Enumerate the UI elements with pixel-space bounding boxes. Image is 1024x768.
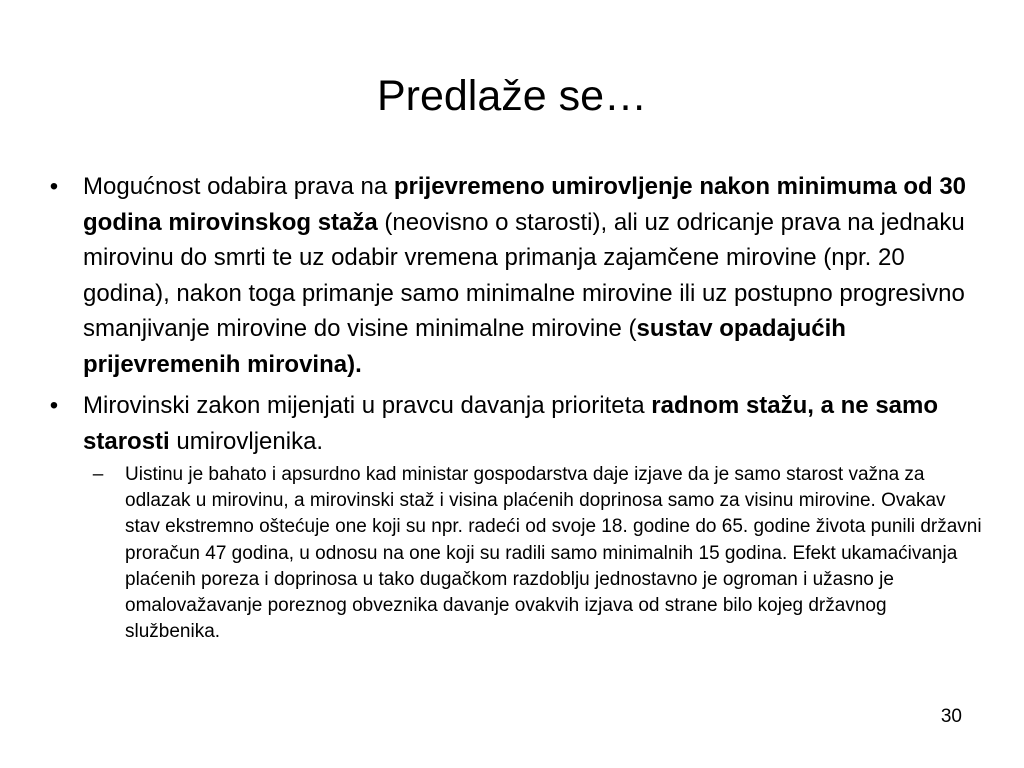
bullet-marker: • [49,173,59,200]
sub-bullet-item [83,462,985,645]
slide-title: Predlaže se… [376,72,648,120]
bullet-item-2 [44,388,984,459]
bullet-1-text: Mogućnost odabira prava na [83,173,394,200]
bullet-item-1 [44,169,984,382]
bullet-1-bold-text-end: sustav opadajućih prijevremenih mirovina). [83,315,846,378]
bullet-1-text-continued: (neovisno o starosti), ali uz odricanje prava na jednaku mirovinu do smrti te uz odabir vremena primanja zajamčene mirovine (npr. 20 godina), nakon toga primanje samo minimalne mirovine ili uz postupno progresivno smanjivanje mirovine do visine minimalne mirovine ( [83,208,965,342]
dash-marker: – [92,464,104,485]
bullet-2-bold-text: radnom stažu, a ne samo starosti [83,392,939,455]
bullet-1-bold-text: prijevremeno umirovljenje nakon minimuma od 30 godina mirovinskog staža [83,173,967,236]
bullet-marker: • [49,392,59,419]
sub-bullet-text: Uistinu je bahato i apsurdno kad ministar gospodarstva daje izjave da je samo starost važna za odlazak u mirovinu, a mirovinski staž i visina plaćenih doprinosa samo za visinu mirovine. Ovakav stav ekstremno oštećuje one koji su npr. radeći od svoje 18. godine do 65. godine života punili državni proračun 47 godina, u odnosu na one koji su radili samo minimalnih 15 godina. Efekt ukamaćivanja plaćenih poreza i doprinosa u tako dugačkom razdoblju jednostavno je ogroman i užasno je omalovažavanje poreznog obveznika davanje ovakvih izjava od strane bilo kojeg državnog službenika. [125,464,982,643]
bullet-2-text-end: umirovljenika. [169,427,324,455]
slide-content [44,169,984,645]
bullet-2-text: Mirovinski zakon mijenjati u pravcu davanja prioriteta [83,392,652,419]
page-number: 30 [940,706,962,727]
